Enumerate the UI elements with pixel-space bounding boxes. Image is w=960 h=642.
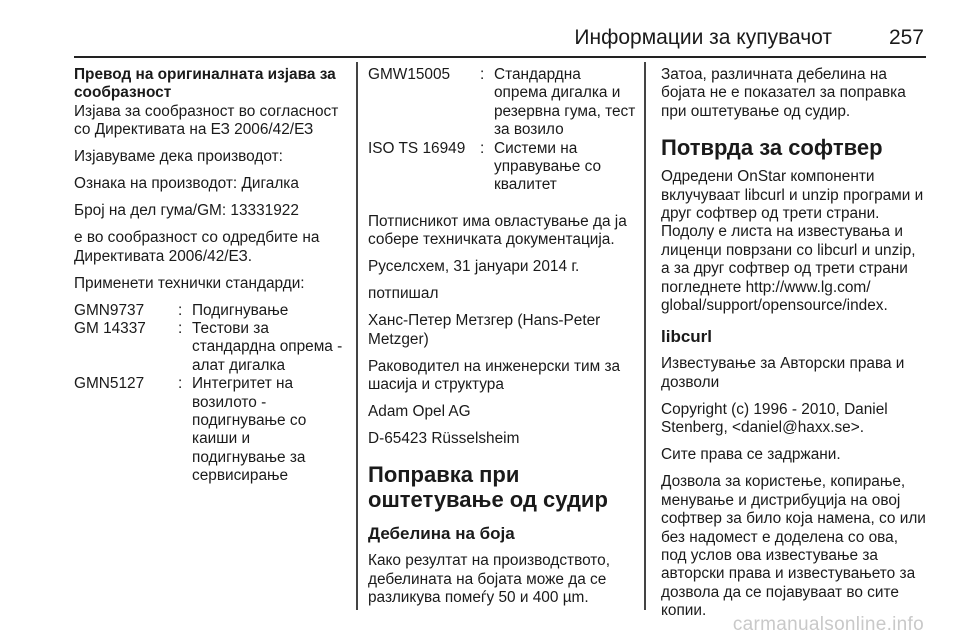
spec-code: GM 14337 xyxy=(74,320,146,338)
spec-sep: : xyxy=(178,320,183,338)
spec-desc: Подигнување xyxy=(192,301,289,319)
declaration-intro: Изјава за сообразност во согласност со Директивата на ЕЗ 2006/42/ЕЗ xyxy=(74,102,339,139)
declaration-statement: Изјавуваме дека производот: xyxy=(74,148,283,166)
signatory-role: Раководител на инженерски тим за шасија и структура xyxy=(368,357,621,394)
permission-text: Дозвола за користење, копирање, менување и дистрибуција на овој софтвер за било која намена, со или без надомест е доделена со ова, под услов ова известување за авторски права и известувањето за дозвола да се појавуваат во сите копии. xyxy=(661,473,926,620)
page-number: 257 xyxy=(888,26,924,49)
company-address: D-65423 Rüsselsheim xyxy=(368,430,520,448)
page-title: Информации за купувачот xyxy=(574,26,832,49)
part-number: Број на дел гума/GM: 13331922 xyxy=(74,202,299,220)
spec-sep: : xyxy=(480,66,485,83)
section-heading-software: Потврда за софтвер xyxy=(661,135,883,161)
signatory-text: Потписникот има овластување да ја собере техничката документација. xyxy=(368,212,627,249)
copyright-line: Copyright (c) 1996 - 2010, Daniel Stenberg, <daniel@haxx.se>. xyxy=(661,400,888,437)
spec-sep: : xyxy=(178,375,183,393)
page-header xyxy=(0,22,960,58)
spec-desc: Тестови за стандардна опрема - алат дигалка xyxy=(192,320,343,374)
place-date: Руселсхем, 31 јануари 2014 г. xyxy=(368,258,580,276)
copyright-notice-title: Известување за Авторски права и дозволи xyxy=(661,355,905,391)
product-designation: Ознака на производот: Дигалка xyxy=(74,175,299,193)
spec-sep: : xyxy=(480,139,485,157)
spec-code: GMW15005 xyxy=(368,66,451,83)
spec-row xyxy=(74,320,346,375)
signed-label: потпишал xyxy=(368,285,439,303)
spec-row xyxy=(74,302,346,320)
spec-row xyxy=(368,140,636,195)
conformity-text: е во сообразност со одредбите на Директивата 2006/42/ЕЗ. xyxy=(74,229,320,265)
subheading-paint-thickness: Дебелина на боја xyxy=(368,524,515,544)
spec-desc: Интегритет на возилото - подигнување со каиши и подигнување за сервисирање xyxy=(192,375,307,485)
column-3 xyxy=(661,66,927,629)
standards-intro: Применети технички стандарди: xyxy=(74,274,305,292)
spec-row xyxy=(368,66,636,140)
header-rule xyxy=(74,56,926,58)
spec-code: GMN9737 xyxy=(74,301,145,319)
paint-thickness-conclusion: Затоа, различната дебелина на бојата не е показател за поправка при оштетување од судир. xyxy=(661,66,906,120)
software-intro: Одредени OnStar компоненти вклучуваат libcurl и unzip програми и друг софтвер од трети страни. Подолу е листа на известувања и лиценци поврзани со libcurl и unzip, а за друг софтвер од трети страни погледнете http://www.lg.com/ global/support/opensource/index. xyxy=(661,168,924,315)
section-heading-collision-repair: Поправка при оштетување од судир xyxy=(368,462,608,513)
rights-reserved: Сите права се задржани. xyxy=(661,446,841,464)
spec-sep: : xyxy=(178,301,183,319)
spec-code: ISO TS 16949 xyxy=(368,139,466,157)
spec-desc: Стандардна опрема дигалка и резервна гума, тест за возило xyxy=(494,66,636,139)
column-divider-1 xyxy=(356,62,358,610)
column-divider-2 xyxy=(644,62,646,610)
spec-row xyxy=(74,375,346,485)
watermark: carmanualsonline.info xyxy=(732,614,924,635)
company-name: Adam Opel AG xyxy=(368,403,471,421)
column-1 xyxy=(74,66,346,486)
spec-code: GMN5127 xyxy=(74,375,145,393)
signatory-name: Ханс-Петер Метзгер (Hans-Peter Metzger) xyxy=(368,312,601,348)
spec-desc: Системи на управување со квалитет xyxy=(494,139,602,194)
paint-thickness-text: Како резултат на производството, дебелината на бојата може да се разликува помеѓу 50 и 400 µm. xyxy=(368,552,611,607)
column-2 xyxy=(368,66,636,616)
subheading-libcurl: libcurl xyxy=(661,327,713,347)
declaration-heading: Превод на оригиналната изјава за сообразност xyxy=(74,66,336,102)
